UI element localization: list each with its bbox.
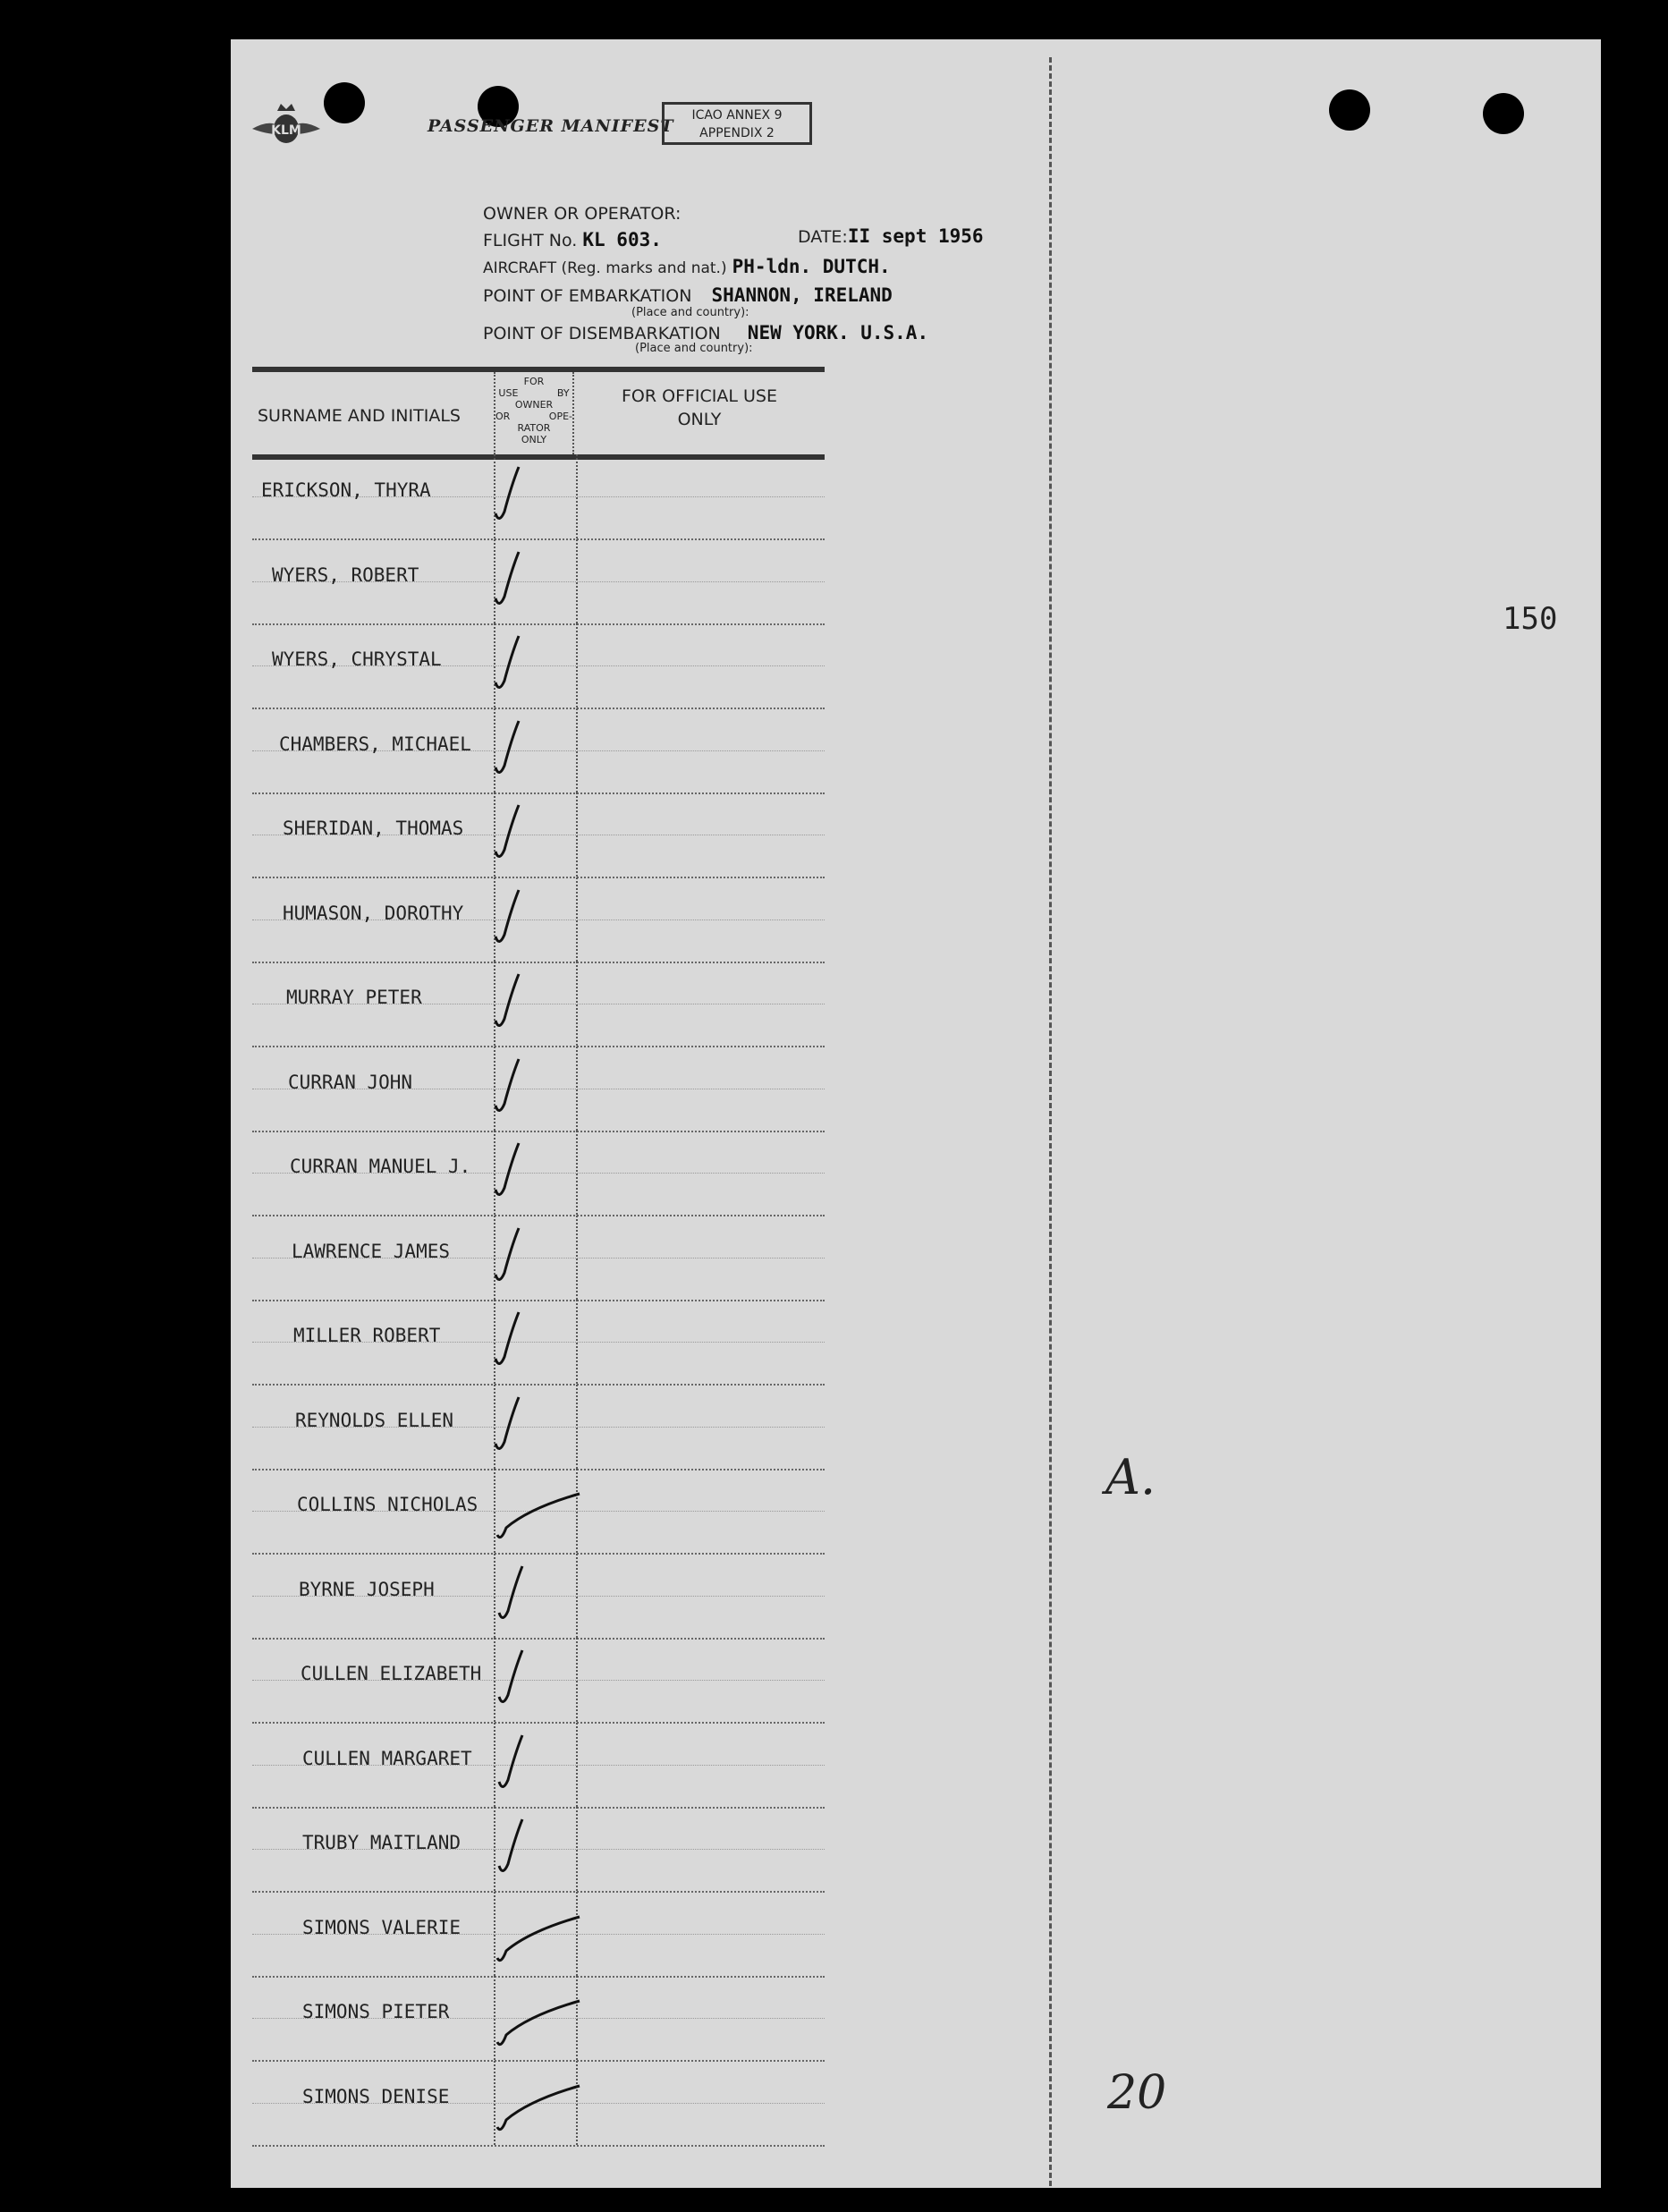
passenger-name: SIMONS DENISE	[302, 2085, 450, 2107]
check-mark-icon	[490, 881, 588, 962]
aircraft-label: AIRCRAFT (Reg. marks and nat.)	[483, 259, 727, 277]
check-mark-icon	[490, 1219, 588, 1300]
table-row	[252, 1892, 825, 1978]
check-mark-icon	[494, 1810, 592, 1891]
passenger-name: TRUBY MAITLAND	[302, 1832, 461, 1853]
check-mark-icon	[494, 1726, 592, 1807]
surname-column-header: SURNAME AND INITIALS	[258, 406, 461, 426]
check-mark-icon	[494, 1472, 592, 1553]
check-mark-icon	[490, 965, 588, 1046]
icao-appendix-label: APPENDIX 2	[699, 126, 775, 140]
flight-label: FLIGHT No.	[483, 231, 578, 250]
check-mark-icon	[490, 712, 588, 792]
svg-text:KLM: KLM	[271, 123, 301, 138]
table-row	[252, 1385, 825, 1470]
flight-value: KL 603.	[582, 229, 662, 250]
embarkation-value: SHANNON, IRELAND	[711, 284, 893, 306]
margin-annotation-letter: A.	[1105, 1449, 1156, 1505]
passenger-name: CHAMBERS, MICHAEL	[279, 733, 471, 755]
icao-reference-box	[662, 102, 812, 145]
check-mark-icon	[490, 627, 588, 708]
check-mark-icon	[490, 1134, 588, 1215]
check-mark-icon	[494, 2064, 592, 2145]
table-row	[252, 1638, 825, 1724]
table-row	[252, 454, 825, 540]
check-mark-icon	[494, 1641, 592, 1722]
table-row	[252, 1723, 825, 1809]
official-use-column-header	[583, 385, 816, 431]
passenger-name: CURRAN MANUEL J.	[290, 1156, 471, 1177]
table-row	[252, 2061, 825, 2147]
disembarkation-value: NEW YORK. U.S.A.	[747, 322, 929, 343]
passenger-name: LAWRENCE JAMES	[292, 1240, 451, 1262]
passenger-name: REYNOLDS ELLEN	[295, 1409, 454, 1431]
disembarkation-sublabel: (Place and country):	[635, 342, 753, 355]
passenger-name: MILLER ROBERT	[293, 1325, 441, 1346]
icao-annex-label: ICAO ANNEX 9	[691, 108, 783, 123]
table-row	[252, 1554, 825, 1640]
disembarkation-label: POINT OF DISEMBARKATION	[483, 324, 721, 343]
passenger-name: SHERIDAN, THOMAS	[283, 818, 464, 839]
passenger-name: WYERS, CHRYSTAL	[272, 648, 442, 670]
aircraft-value: PH-ldn. DUTCH.	[732, 256, 891, 277]
passenger-name: SIMONS VALERIE	[302, 1916, 461, 1938]
page-number: 150	[1503, 601, 1558, 637]
check-mark-icon	[490, 1388, 588, 1469]
check-mark-icon	[494, 1557, 592, 1638]
punch-hole	[1483, 93, 1524, 134]
passenger-name: CURRAN JOHN	[288, 1071, 413, 1093]
passenger-name: COLLINS NICHOLAS	[297, 1494, 478, 1515]
table-row	[252, 877, 825, 963]
check-mark-icon	[490, 458, 588, 538]
disembarkation-line	[483, 322, 928, 343]
table-row	[252, 539, 825, 625]
aircraft-line	[483, 256, 891, 277]
date-label: DATE:	[798, 227, 848, 247]
manifest-title: PASSENGER MANIFEST	[428, 116, 674, 136]
table-row	[252, 1976, 825, 2062]
official-use-label-1: FOR OFFICIAL USE	[621, 386, 777, 406]
margin-annotation-count: 20	[1107, 2066, 1167, 2120]
table-row	[252, 1469, 825, 1555]
embarkation-sublabel: (Place and country):	[631, 306, 749, 319]
passenger-name: CULLEN ELIZABETH	[301, 1663, 482, 1684]
table-row	[252, 1047, 825, 1132]
punch-hole	[324, 82, 365, 123]
table-row	[252, 1131, 825, 1216]
table-header	[252, 367, 825, 460]
table-row	[252, 962, 825, 1047]
punch-hole	[1329, 89, 1370, 131]
passenger-name: WYERS, ROBERT	[272, 564, 419, 586]
check-mark-icon	[490, 1050, 588, 1131]
table-row	[252, 1807, 825, 1893]
owner-operator-label: OWNER OR OPERATOR:	[483, 204, 682, 224]
passenger-name: MURRAY PETER	[286, 987, 422, 1008]
flight-line	[483, 229, 662, 250]
date-value: II sept 1956	[847, 225, 984, 247]
date-line	[798, 225, 984, 247]
embarkation-line	[483, 284, 893, 306]
table-row	[252, 1216, 825, 1301]
table-row	[252, 623, 825, 709]
official-use-label-2: ONLY	[677, 410, 722, 429]
embarkation-label: POINT OF EMBARKATION	[483, 286, 692, 306]
check-mark-icon	[494, 1895, 592, 1976]
perforation-line	[1049, 57, 1052, 2186]
table-row	[252, 708, 825, 794]
passenger-name: ERICKSON, THYRA	[261, 479, 431, 501]
check-mark-icon	[494, 1979, 592, 2060]
owner-operator-line	[483, 204, 681, 224]
airline-crown-logo-icon	[250, 98, 322, 152]
passenger-name: CULLEN MARGARET	[302, 1747, 472, 1769]
passenger-name: HUMASON, DOROTHY	[283, 902, 464, 924]
owner-use-column-header: FOR USE BY OWNER OR OPE- RATOR ONLY	[494, 372, 574, 454]
check-mark-icon	[490, 796, 588, 877]
table-row	[252, 792, 825, 878]
passenger-name: SIMONS PIETER	[302, 2001, 450, 2022]
passenger-name: BYRNE JOSEPH	[299, 1578, 435, 1600]
check-mark-icon	[490, 1303, 588, 1384]
check-mark-icon	[490, 543, 588, 623]
table-row	[252, 1300, 825, 1386]
